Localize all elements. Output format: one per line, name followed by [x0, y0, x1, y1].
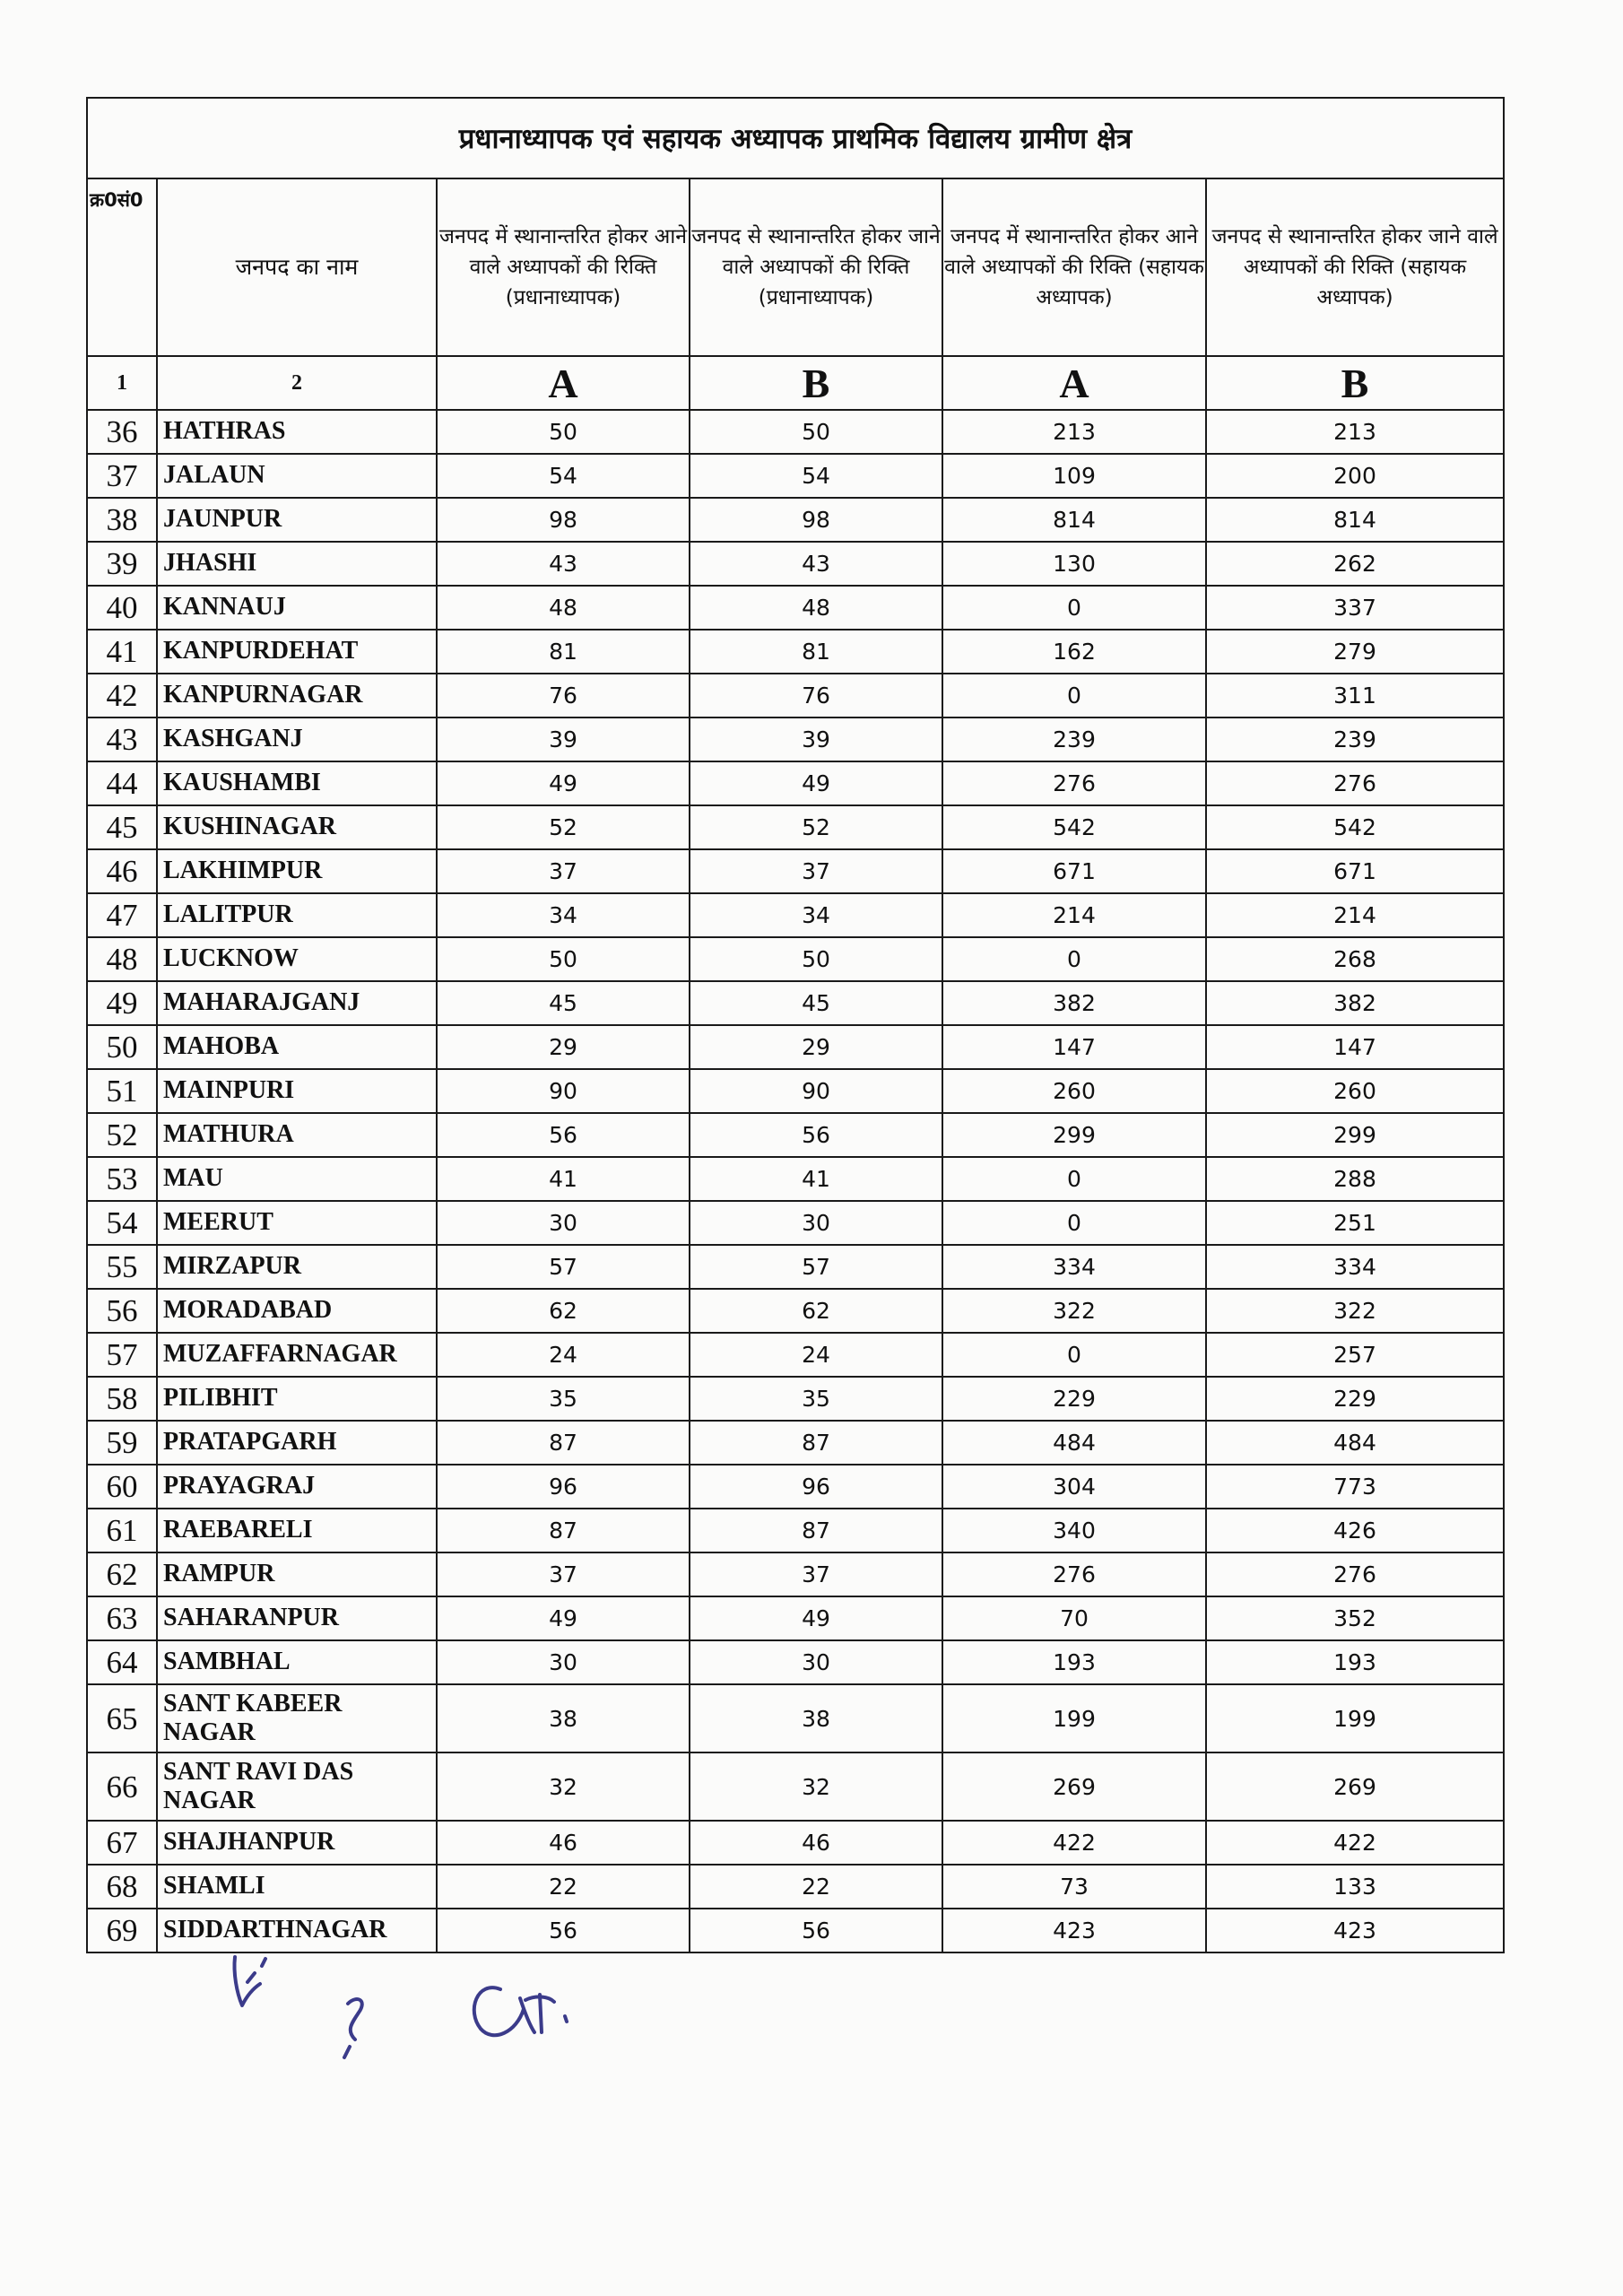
- assistant-outgoing-value: 814: [1206, 498, 1504, 542]
- headmaster-outgoing-value: 32: [690, 1752, 942, 1821]
- headmaster-outgoing-value: 35: [690, 1377, 942, 1421]
- district-name: SAHARANPUR: [157, 1596, 437, 1640]
- table-row: [87, 1421, 1504, 1465]
- district-name: MAHOBA: [157, 1025, 437, 1069]
- headmaster-incoming-value: 30: [437, 1640, 690, 1684]
- headmaster-incoming-value: 41: [437, 1157, 690, 1201]
- serial-number: 58: [87, 1377, 157, 1421]
- table-row: [87, 718, 1504, 761]
- headmaster-outgoing-value: 46: [690, 1821, 942, 1865]
- assistant-incoming-value: 109: [942, 454, 1206, 498]
- headmaster-outgoing-value: 24: [690, 1333, 942, 1377]
- headmaster-incoming-value: 52: [437, 805, 690, 849]
- serial-number: 51: [87, 1069, 157, 1113]
- headmaster-incoming-value: 49: [437, 761, 690, 805]
- serial-number: 69: [87, 1909, 157, 1952]
- serial-number: 47: [87, 893, 157, 937]
- headmaster-incoming-value: 46: [437, 1821, 690, 1865]
- headmaster-outgoing-value: 30: [690, 1640, 942, 1684]
- assistant-outgoing-value: 299: [1206, 1113, 1504, 1157]
- serial-number: 42: [87, 674, 157, 718]
- serial-number: 63: [87, 1596, 157, 1640]
- assistant-outgoing-value: 260: [1206, 1069, 1504, 1113]
- assistant-outgoing-value: 352: [1206, 1596, 1504, 1640]
- assistant-outgoing-value: 288: [1206, 1157, 1504, 1201]
- headmaster-incoming-value: 56: [437, 1909, 690, 1952]
- assistant-incoming-value: 239: [942, 718, 1206, 761]
- serial-number: 66: [87, 1752, 157, 1821]
- serial-number: 37: [87, 454, 157, 498]
- assistant-outgoing-value: 200: [1206, 454, 1504, 498]
- assistant-incoming-value: 0: [942, 1201, 1206, 1245]
- assistant-outgoing-value: 422: [1206, 1821, 1504, 1865]
- district-name: LUCKNOW: [157, 937, 437, 981]
- assistant-outgoing-value: 214: [1206, 893, 1504, 937]
- assistant-incoming-value: 162: [942, 630, 1206, 674]
- headmaster-incoming-value: 37: [437, 849, 690, 893]
- headmaster-incoming-value: 87: [437, 1509, 690, 1552]
- serial-number: 41: [87, 630, 157, 674]
- assistant-incoming-value: 484: [942, 1421, 1206, 1465]
- table-row: [87, 410, 1504, 454]
- serial-number: 55: [87, 1245, 157, 1289]
- table-row: [87, 1245, 1504, 1289]
- table-row: [87, 805, 1504, 849]
- table-row: [87, 674, 1504, 718]
- index-2: 2: [157, 356, 437, 410]
- serial-number: 59: [87, 1421, 157, 1465]
- headmaster-incoming-value: 49: [437, 1596, 690, 1640]
- table-row: [87, 542, 1504, 586]
- serial-number: 64: [87, 1640, 157, 1684]
- headmaster-incoming-value: 30: [437, 1201, 690, 1245]
- header-asst-incoming: जनपद में स्थानान्तरित होकर आने वाले अध्यापकों की रिक्ति (सहायक अध्यापक): [942, 178, 1206, 356]
- assistant-outgoing-value: 239: [1206, 718, 1504, 761]
- headmaster-outgoing-value: 90: [690, 1069, 942, 1113]
- assistant-incoming-value: 299: [942, 1113, 1206, 1157]
- headmaster-outgoing-value: 57: [690, 1245, 942, 1289]
- assistant-outgoing-value: 671: [1206, 849, 1504, 893]
- district-name: SIDDARTHNAGAR: [157, 1909, 437, 1952]
- serial-number: 44: [87, 761, 157, 805]
- headmaster-outgoing-value: 98: [690, 498, 942, 542]
- index-b-headmaster: B: [690, 356, 942, 410]
- headmaster-incoming-value: 56: [437, 1113, 690, 1157]
- headmaster-outgoing-value: 43: [690, 542, 942, 586]
- assistant-outgoing-value: 262: [1206, 542, 1504, 586]
- district-name: SHAMLI: [157, 1865, 437, 1909]
- assistant-outgoing-value: 542: [1206, 805, 1504, 849]
- table-row: [87, 1113, 1504, 1157]
- assistant-incoming-value: 334: [942, 1245, 1206, 1289]
- district-name: PRAYAGRAJ: [157, 1465, 437, 1509]
- district-name: LALITPUR: [157, 893, 437, 937]
- district-name: PILIBHIT: [157, 1377, 437, 1421]
- serial-number: 61: [87, 1509, 157, 1552]
- headmaster-outgoing-value: 22: [690, 1865, 942, 1909]
- headmaster-incoming-value: 29: [437, 1025, 690, 1069]
- headmaster-incoming-value: 50: [437, 937, 690, 981]
- district-name: LAKHIMPUR: [157, 849, 437, 893]
- assistant-outgoing-value: 269: [1206, 1752, 1504, 1821]
- header-district: जनपद का नाम: [157, 178, 437, 356]
- assistant-incoming-value: 269: [942, 1752, 1206, 1821]
- district-name: MORADABAD: [157, 1289, 437, 1333]
- headmaster-incoming-value: 38: [437, 1684, 690, 1752]
- headmaster-incoming-value: 76: [437, 674, 690, 718]
- district-name: SANT RAVI DAS NAGAR: [157, 1752, 437, 1821]
- district-name: SAMBHAL: [157, 1640, 437, 1684]
- headmaster-incoming-value: 54: [437, 454, 690, 498]
- headmaster-outgoing-value: 52: [690, 805, 942, 849]
- table-row: [87, 498, 1504, 542]
- headmaster-outgoing-value: 56: [690, 1113, 942, 1157]
- headmaster-incoming-value: 87: [437, 1421, 690, 1465]
- table-row: [87, 1289, 1504, 1333]
- index-a-assistant: A: [942, 356, 1206, 410]
- assistant-outgoing-value: 426: [1206, 1509, 1504, 1552]
- table-row: [87, 1465, 1504, 1509]
- table-row: [87, 630, 1504, 674]
- serial-number: 67: [87, 1821, 157, 1865]
- table-row: [87, 1509, 1504, 1552]
- district-name: SHAJHANPUR: [157, 1821, 437, 1865]
- headmaster-incoming-value: 32: [437, 1752, 690, 1821]
- assistant-incoming-value: 322: [942, 1289, 1206, 1333]
- district-name: MIRZAPUR: [157, 1245, 437, 1289]
- assistant-outgoing-value: 322: [1206, 1289, 1504, 1333]
- headmaster-outgoing-value: 39: [690, 718, 942, 761]
- assistant-outgoing-value: 199: [1206, 1684, 1504, 1752]
- assistant-outgoing-value: 268: [1206, 937, 1504, 981]
- header-asst-outgoing: जनपद से स्थानान्तरित होकर जाने वाले अध्यापकों की रिक्ति (सहायक अध्यापक): [1206, 178, 1504, 356]
- headmaster-outgoing-value: 50: [690, 937, 942, 981]
- table-row: [87, 937, 1504, 981]
- headmaster-outgoing-value: 49: [690, 1596, 942, 1640]
- assistant-outgoing-value: 257: [1206, 1333, 1504, 1377]
- assistant-outgoing-value: 279: [1206, 630, 1504, 674]
- table-row: [87, 1377, 1504, 1421]
- serial-number: 68: [87, 1865, 157, 1909]
- headmaster-outgoing-value: 30: [690, 1201, 942, 1245]
- headmaster-incoming-value: 57: [437, 1245, 690, 1289]
- table-row: [87, 1025, 1504, 1069]
- serial-number: 65: [87, 1684, 157, 1752]
- district-name: HATHRAS: [157, 410, 437, 454]
- district-name: MAU: [157, 1157, 437, 1201]
- serial-number: 48: [87, 937, 157, 981]
- assistant-outgoing-value: 193: [1206, 1640, 1504, 1684]
- assistant-incoming-value: 193: [942, 1640, 1206, 1684]
- assistant-incoming-value: 276: [942, 1552, 1206, 1596]
- headmaster-outgoing-value: 50: [690, 410, 942, 454]
- table-body: [87, 410, 1504, 1952]
- headmaster-outgoing-value: 54: [690, 454, 942, 498]
- serial-number: 49: [87, 981, 157, 1025]
- headmaster-incoming-value: 35: [437, 1377, 690, 1421]
- headmaster-incoming-value: 90: [437, 1069, 690, 1113]
- table-row: [87, 1201, 1504, 1245]
- serial-number: 52: [87, 1113, 157, 1157]
- assistant-incoming-value: 0: [942, 937, 1206, 981]
- table-row: [87, 1157, 1504, 1201]
- district-name: MEERUT: [157, 1201, 437, 1245]
- table-row: [87, 1596, 1504, 1640]
- headmaster-outgoing-value: 37: [690, 849, 942, 893]
- table-row: [87, 586, 1504, 630]
- assistant-incoming-value: 0: [942, 586, 1206, 630]
- assistant-outgoing-value: 334: [1206, 1245, 1504, 1289]
- assistant-outgoing-value: 484: [1206, 1421, 1504, 1465]
- district-name: KASHGANJ: [157, 718, 437, 761]
- district-name: KANPURDEHAT: [157, 630, 437, 674]
- table-row: [87, 849, 1504, 893]
- district-name: KANPURNAGAR: [157, 674, 437, 718]
- headmaster-incoming-value: 22: [437, 1865, 690, 1909]
- headmaster-outgoing-value: 62: [690, 1289, 942, 1333]
- district-name: RAEBARELI: [157, 1509, 437, 1552]
- headmaster-incoming-value: 45: [437, 981, 690, 1025]
- assistant-incoming-value: 304: [942, 1465, 1206, 1509]
- assistant-incoming-value: 671: [942, 849, 1206, 893]
- table-row: [87, 1865, 1504, 1909]
- headmaster-incoming-value: 24: [437, 1333, 690, 1377]
- headmaster-incoming-value: 96: [437, 1465, 690, 1509]
- serial-number: 43: [87, 718, 157, 761]
- table-title: प्रधानाध्यापक एवं सहायक अध्यापक प्राथमिक विद्यालय ग्रामीण क्षेत्र: [87, 98, 1504, 178]
- serial-number: 46: [87, 849, 157, 893]
- serial-number: 38: [87, 498, 157, 542]
- headmaster-outgoing-value: 96: [690, 1465, 942, 1509]
- table-row: [87, 1684, 1504, 1752]
- headmaster-outgoing-value: 37: [690, 1552, 942, 1596]
- serial-number: 39: [87, 542, 157, 586]
- serial-number: 36: [87, 410, 157, 454]
- headmaster-incoming-value: 81: [437, 630, 690, 674]
- district-name: JALAUN: [157, 454, 437, 498]
- serial-number: 62: [87, 1552, 157, 1596]
- assistant-incoming-value: 382: [942, 981, 1206, 1025]
- serial-number: 50: [87, 1025, 157, 1069]
- header-hm-incoming: जनपद में स्थानान्तरित होकर आने वाले अध्यापकों की रिक्ति (प्रधानाध्यापक): [437, 178, 690, 356]
- district-name: JAUNPUR: [157, 498, 437, 542]
- assistant-outgoing-value: 773: [1206, 1465, 1504, 1509]
- assistant-outgoing-value: 133: [1206, 1865, 1504, 1909]
- table-row: [87, 1821, 1504, 1865]
- assistant-incoming-value: 147: [942, 1025, 1206, 1069]
- assistant-incoming-value: 213: [942, 410, 1206, 454]
- table-row: [87, 761, 1504, 805]
- assistant-incoming-value: 130: [942, 542, 1206, 586]
- serial-number: 53: [87, 1157, 157, 1201]
- handwritten-signature: [215, 1946, 610, 2063]
- assistant-outgoing-value: 276: [1206, 1552, 1504, 1596]
- table-row: [87, 981, 1504, 1025]
- district-name: MAINPURI: [157, 1069, 437, 1113]
- assistant-incoming-value: 260: [942, 1069, 1206, 1113]
- headmaster-incoming-value: 37: [437, 1552, 690, 1596]
- index-1: 1: [87, 356, 157, 410]
- table-row: [87, 1333, 1504, 1377]
- assistant-outgoing-value: 423: [1206, 1909, 1504, 1952]
- assistant-incoming-value: 73: [942, 1865, 1206, 1909]
- headmaster-incoming-value: 48: [437, 586, 690, 630]
- serial-number: 57: [87, 1333, 157, 1377]
- assistant-incoming-value: 276: [942, 761, 1206, 805]
- assistant-outgoing-value: 382: [1206, 981, 1504, 1025]
- assistant-incoming-value: 423: [942, 1909, 1206, 1952]
- assistant-outgoing-value: 213: [1206, 410, 1504, 454]
- serial-number: 54: [87, 1201, 157, 1245]
- district-name: JHASHI: [157, 542, 437, 586]
- table-row: [87, 1069, 1504, 1113]
- serial-number: 60: [87, 1465, 157, 1509]
- district-name: KAUSHAMBI: [157, 761, 437, 805]
- district-name: MUZAFFARNAGAR: [157, 1333, 437, 1377]
- headmaster-incoming-value: 50: [437, 410, 690, 454]
- headmaster-outgoing-value: 48: [690, 586, 942, 630]
- header-serial: क्र0सं0: [87, 178, 157, 356]
- assistant-outgoing-value: 311: [1206, 674, 1504, 718]
- serial-number: 45: [87, 805, 157, 849]
- district-name: MAHARAJGANJ: [157, 981, 437, 1025]
- headmaster-outgoing-value: 38: [690, 1684, 942, 1752]
- assistant-incoming-value: 70: [942, 1596, 1206, 1640]
- serial-number: 56: [87, 1289, 157, 1333]
- headmaster-outgoing-value: 87: [690, 1421, 942, 1465]
- headmaster-outgoing-value: 41: [690, 1157, 942, 1201]
- assistant-incoming-value: 199: [942, 1684, 1206, 1752]
- assistant-outgoing-value: 229: [1206, 1377, 1504, 1421]
- table-row: [87, 893, 1504, 937]
- headmaster-incoming-value: 62: [437, 1289, 690, 1333]
- headmaster-outgoing-value: 34: [690, 893, 942, 937]
- assistant-incoming-value: 0: [942, 1333, 1206, 1377]
- table-row: [87, 1640, 1504, 1684]
- headmaster-outgoing-value: 81: [690, 630, 942, 674]
- headmaster-outgoing-value: 76: [690, 674, 942, 718]
- assistant-incoming-value: 340: [942, 1509, 1206, 1552]
- vacancy-table-sheet: [86, 97, 1503, 1953]
- headmaster-outgoing-value: 56: [690, 1909, 942, 1952]
- district-name: PRATAPGARH: [157, 1421, 437, 1465]
- index-b-assistant: B: [1206, 356, 1504, 410]
- headmaster-outgoing-value: 49: [690, 761, 942, 805]
- district-name: KUSHINAGAR: [157, 805, 437, 849]
- headmaster-incoming-value: 34: [437, 893, 690, 937]
- header-hm-outgoing: जनपद से स्थानान्तरित होकर जाने वाले अध्यापकों की रिक्ति (प्रधानाध्यापक): [690, 178, 942, 356]
- headmaster-incoming-value: 39: [437, 718, 690, 761]
- assistant-outgoing-value: 251: [1206, 1201, 1504, 1245]
- headmaster-incoming-value: 43: [437, 542, 690, 586]
- table-row: [87, 454, 1504, 498]
- district-name: RAMPUR: [157, 1552, 437, 1596]
- assistant-incoming-value: 542: [942, 805, 1206, 849]
- serial-number: 40: [87, 586, 157, 630]
- assistant-incoming-value: 0: [942, 674, 1206, 718]
- index-a-headmaster: A: [437, 356, 690, 410]
- headmaster-outgoing-value: 29: [690, 1025, 942, 1069]
- vacancy-table: [86, 97, 1505, 1953]
- district-name: KANNAUJ: [157, 586, 437, 630]
- table-row: [87, 1552, 1504, 1596]
- district-name: SANT KABEER NAGAR: [157, 1684, 437, 1752]
- assistant-incoming-value: 0: [942, 1157, 1206, 1201]
- district-name: MATHURA: [157, 1113, 437, 1157]
- assistant-incoming-value: 214: [942, 893, 1206, 937]
- headmaster-outgoing-value: 45: [690, 981, 942, 1025]
- assistant-incoming-value: 814: [942, 498, 1206, 542]
- assistant-incoming-value: 229: [942, 1377, 1206, 1421]
- assistant-outgoing-value: 337: [1206, 586, 1504, 630]
- assistant-outgoing-value: 147: [1206, 1025, 1504, 1069]
- headmaster-outgoing-value: 87: [690, 1509, 942, 1552]
- assistant-outgoing-value: 276: [1206, 761, 1504, 805]
- table-row: [87, 1752, 1504, 1821]
- assistant-incoming-value: 422: [942, 1821, 1206, 1865]
- headmaster-incoming-value: 98: [437, 498, 690, 542]
